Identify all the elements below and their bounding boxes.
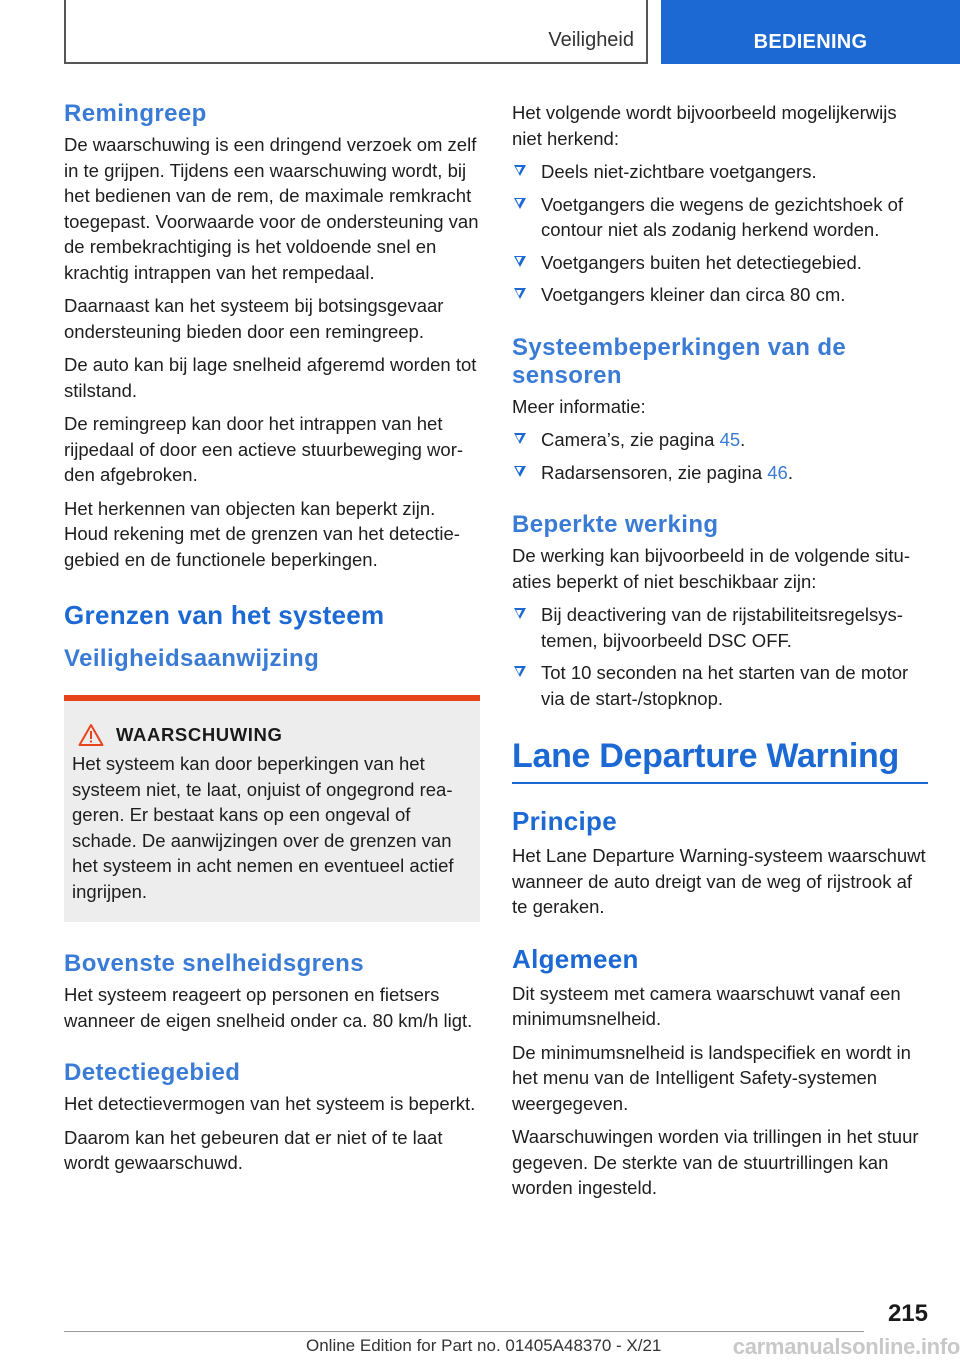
triangle-bullet-icon	[514, 433, 526, 444]
heading-lane-departure-warning: Lane Departure Warning	[512, 737, 899, 775]
paragraph: Het herkennen van objecten kan beperkt zijn. Houd rekening met de grenzen van het detectiegebied en de functionele beperkingen.	[64, 497, 460, 570]
paragraph: Daarnaast kan het systeem bij botsingsgevaar ondersteuning bieden door een remingreep.	[64, 295, 444, 342]
chapter-tab: BEDIENING	[661, 0, 960, 64]
list-item: Camera’s, zie pagina 45.	[512, 427, 928, 453]
triangle-bullet-icon	[514, 288, 526, 299]
heading-algemeen: Algemeen	[512, 943, 639, 974]
heading-systeembeperkingen: Systeembeperkingen van de sensoren	[512, 333, 847, 389]
page-reference-link[interactable]: 45	[719, 429, 741, 450]
heading-beperkte-werking: Beperkte werking	[512, 511, 719, 538]
bullet-list	[512, 159, 928, 308]
heading-principe: Principe	[512, 806, 617, 836]
warning-header	[78, 723, 472, 747]
paragraph: Waarschuwingen worden via trillingen in het stuur gegeven. De sterkte van de stuurtrillingen kan worden ingesteld.	[512, 1126, 919, 1198]
paragraph: De auto kan bij lage snelheid afgeremd worden tot stilstand.	[64, 354, 477, 401]
warning-triangle-icon	[78, 723, 104, 747]
left-column	[64, 100, 480, 1184]
page-reference-link[interactable]: 46	[767, 461, 788, 483]
triangle-bullet-icon	[514, 256, 526, 267]
heading-grenzen: Grenzen van het systeem	[64, 600, 385, 630]
warning-title: WAARSCHUWING	[116, 724, 283, 745]
reference-list	[512, 427, 928, 485]
triangle-bullet-icon	[514, 666, 526, 677]
warning-text: Het systeem kan door beperkingen van het systeem niet, te laat, onjuist of ongegrond reageren. Er bestaat kans op een ongeval of schade. De aanwijzingen over de grenzen van het systeem in acht nemen en eventueel actief ingrijpen.	[72, 753, 454, 902]
list-item: Radarsensoren, zie pagina 46.	[512, 460, 928, 486]
triangle-bullet-icon	[514, 608, 526, 619]
right-column	[512, 100, 928, 1209]
watermark: carmanualsonline.info	[732, 1334, 960, 1359]
heading-veiligheidsaanwijzing: Veiligheidsaanwijzing	[64, 645, 320, 672]
list-item: Deels niet-zichtbare voetgangers.	[512, 159, 928, 185]
list-item: Voetgangers kleiner dan circa 80 cm.	[512, 282, 928, 308]
footer-edition: Online Edition for Part no. 01405A48370 - X/21	[306, 1336, 662, 1355]
list-item: Voetgangers buiten het detectiegebied.	[512, 250, 928, 276]
warning-box	[64, 695, 480, 922]
heading-bovenste-snelheidsgrens: Bovenste snelheidsgrens	[64, 950, 364, 977]
section-title: Veiligheid	[548, 29, 634, 51]
heading-remingreep: Remingreep	[64, 100, 207, 127]
paragraph: De werking kan bijvoorbeeld in de volgende situaties beperkt of niet beschikbaar zijn:	[512, 545, 910, 592]
paragraph: De minimumsnelheid is landspecifiek en wordt in het menu van de Intelligent Safety-systemen weergegeven.	[512, 1041, 911, 1114]
paragraph: De remingreep kan door het intrappen van het rijpedaal of door een actieve stuurbeweging worden afgebroken.	[64, 413, 464, 485]
heading-detectiegebied: Detectiegebied	[64, 1059, 241, 1086]
paragraph: Meer informatie:	[512, 395, 646, 417]
paragraph: Dit systeem met camera waarschuwt vanaf een minimumsnelheid.	[512, 982, 901, 1029]
triangle-bullet-icon	[514, 466, 526, 477]
list-item: Voetgangers die wegens de gezichtshoek of contour niet als zodanig herkend worden.	[512, 192, 928, 243]
paragraph: Het systeem reageert op personen en fietsers wanneer de eigen snelheid onder ca. 80 km/h ligt.	[64, 984, 473, 1031]
list-item: Tot 10 seconden na het starten van de motor via de start-/stopknop.	[512, 660, 928, 711]
paragraph: Het Lane Departure Warning-systeem waarschuwt wanneer de auto dreigt van de weg of rijstrook af te geraken.	[512, 845, 926, 917]
paragraph: Het volgende wordt bijvoorbeeld mogelijkerwijs niet herkend:	[512, 102, 897, 149]
list-item: Bij deactivering van de rijstabiliteitsregelsystemen, bijvoorbeeld DSC OFF.	[512, 602, 928, 653]
paragraph: De waarschuwing is een dringend verzoek om zelf in te grijpen. Tijdens een waarschuwing wordt, bij het bedienen van de rem, de maximale remkracht toegepast. Voorwaarde voor de ondersteuning van de rembekrachtiging is het voldoende snel en krachtig intrappen van het rempedaal.	[64, 134, 479, 283]
paragraph: Daarom kan het gebeuren dat er niet of te laat wordt gewaarschuwd.	[64, 1126, 443, 1173]
bullet-list	[512, 602, 928, 711]
footer-divider	[64, 1331, 864, 1332]
page-number: 215	[887, 1300, 928, 1327]
chapter-heading-wrap	[512, 737, 928, 784]
paragraph: Het detectievermogen van het systeem is beperkt.	[64, 1093, 476, 1114]
triangle-bullet-icon	[514, 165, 526, 176]
triangle-bullet-icon	[514, 198, 526, 209]
